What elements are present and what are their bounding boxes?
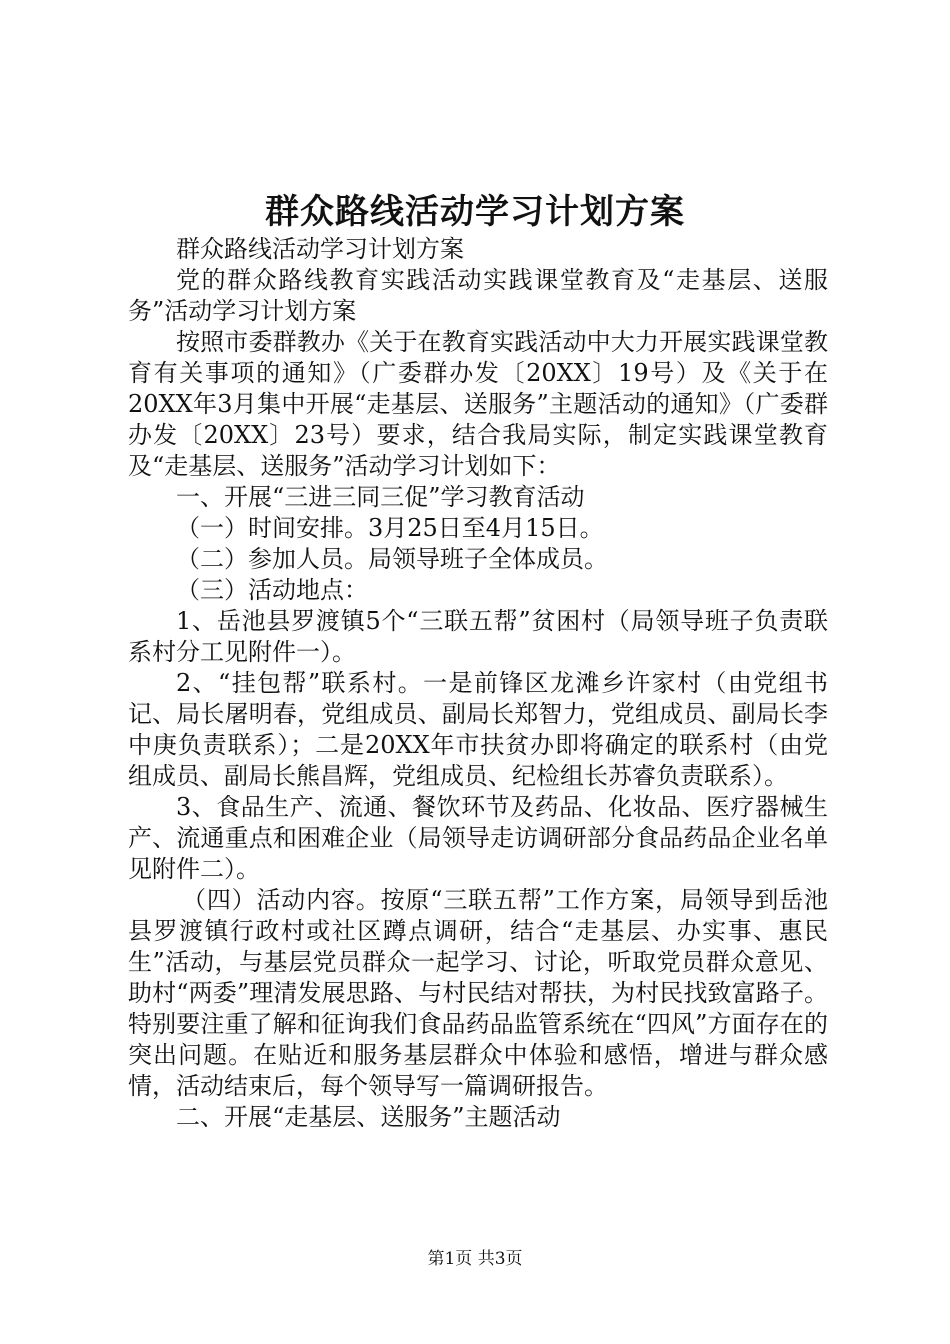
paragraph-location-2: 2、“挂包帮”联系村。一是前锋区龙滩乡许家村（由党组书记、局长屠明春，党组成员、副局长郑智力，党组成员、副局长李中庚负责联系）；二是20XX年市扶贫办即将确定的联系村（由党组成员、副局长熊昌辉，党组成员、纪检组长苏睿负责联系）。 — [128, 669, 828, 790]
document-title: 群众路线活动学习计划方案 — [265, 192, 685, 232]
paragraph-participants: （二）参加人员。局领导班子全体成员。 — [176, 545, 608, 573]
paragraph-subtitle: 群众路线活动学习计划方案 — [176, 235, 464, 263]
paragraph-location-3: 3、食品生产、流通、餐饮环节及药品、化妆品、医疗器械生产、流通重点和困难企业（局领导走访调研部分食品药品企业名单见附件二）。 — [128, 793, 828, 883]
paragraph-intro: 按照市委群教办《关于在教育实践活动中大力开展实践课堂教育有关事项的通知》（广委群办发〔20XX〕19号）及《关于在20XX年3月集中开展“走基层、送服务”主题活动的通知》（广委群办发〔20XX〕23号）要求，结合我局实际，制定实践课堂教育及“走基层、送服务”活动学习计划如下： — [128, 328, 828, 480]
section-heading-1: 一、开展“三进三同三促”学习教育活动 — [176, 483, 585, 511]
paragraph-time: （一）时间安排。3月25日至4月15日。 — [176, 514, 604, 542]
section-heading-2: 二、开展“走基层、送服务”主题活动 — [176, 1103, 561, 1131]
paragraph-plan-name: 党的群众路线教育实践活动实践课堂教育及“走基层、送服务”活动学习计划方案 — [128, 266, 828, 325]
paragraph-location-heading: （三）活动地点： — [176, 576, 368, 604]
paragraph-location-1: 1、岳池县罗渡镇5个“三联五帮”贫困村（局领导班子负责联系村分工见附件一）。 — [128, 607, 828, 666]
paragraph-activity-content: （四）活动内容。按原“三联五帮”工作方案，局领导到岳池县罗渡镇行政村或社区蹲点调研，结合“走基层、办实事、惠民生”活动，与基层党员群众一起学习、讨论，听取党员群众意见、助村“两委”理清发展思路、与村民结对帮扶，为村民找致富路子。特别要注重了解和征询我们食品药品监管系统在“四风”方面存在的突出问题。在贴近和服务基层群众中体验和感悟，增进与群众感情，活动结束后，每个领导写一篇调研报告。 — [128, 886, 828, 1100]
page-footer: 第1页 共3页 — [427, 1249, 523, 1269]
document-body — [128, 234, 828, 1133]
